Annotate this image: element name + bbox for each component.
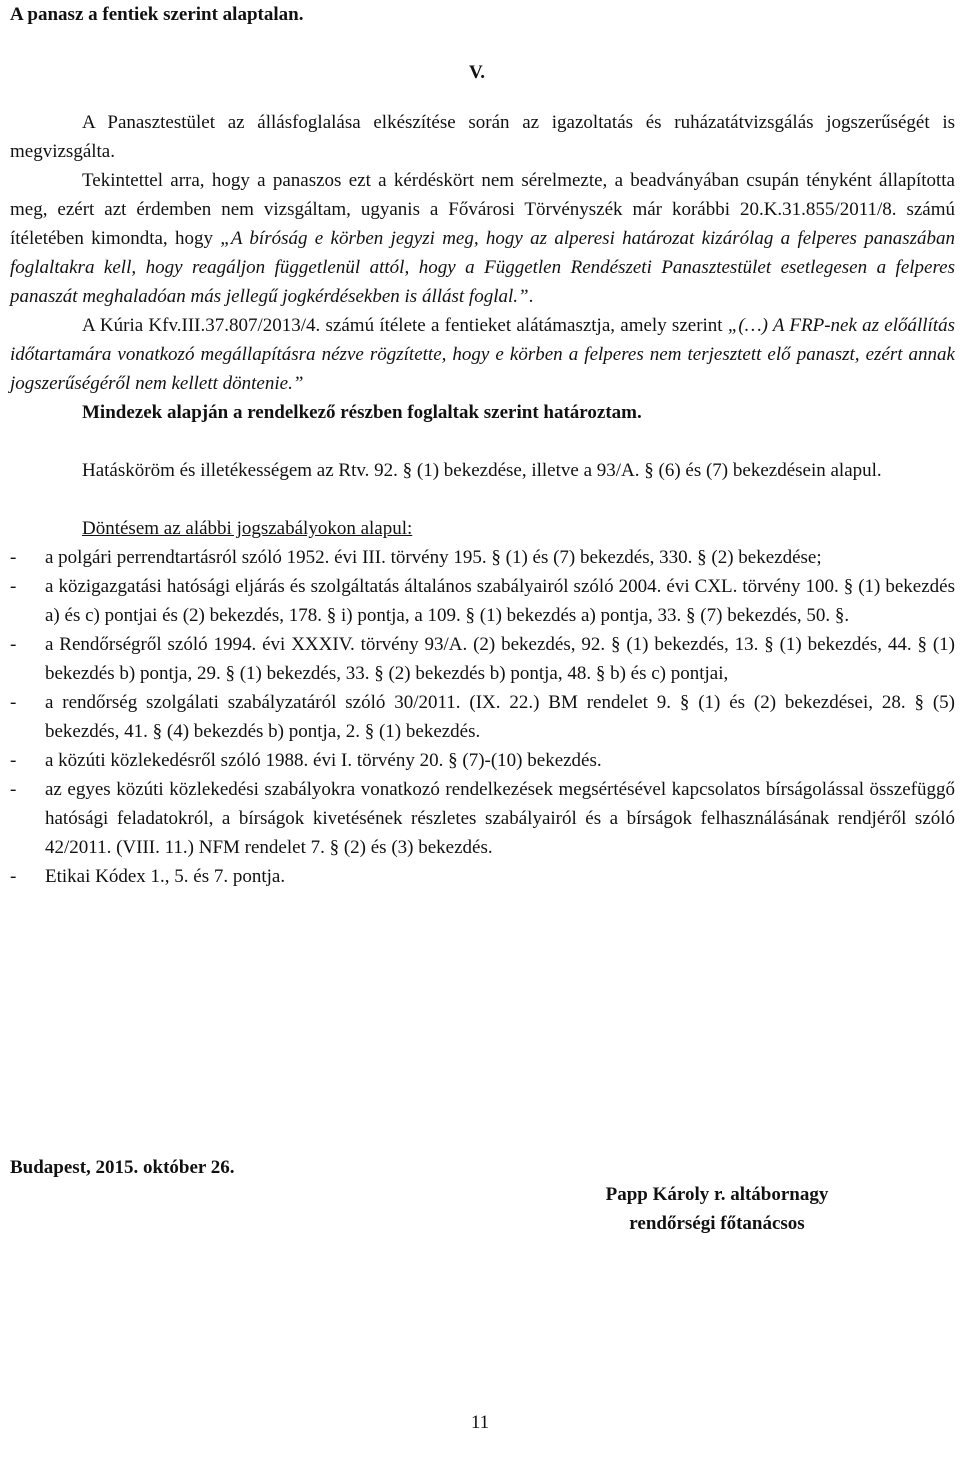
- paragraph-kuria-ruling: [10, 311, 955, 398]
- list-dash: -: [10, 750, 17, 771]
- list-item: [0, 688, 955, 746]
- list-dash: -: [10, 779, 17, 800]
- kuria-ruling-quote: „(…) A FRP-nek az előállítás időtartamára vonatkozó megállapításra nézve rögzítette, hogy e körben a felperes nem terjesztett elő panaszt, ezért annak jogszerűségéről nem kellett döntenie.”: [10, 315, 956, 394]
- conclusion-sentence: A panasz a fentiek szerint alaptalan.: [10, 4, 304, 25]
- list-item: [0, 775, 955, 862]
- legal-basis-heading: [10, 514, 955, 543]
- list-item-text: a Rendőrségről szóló 1994. évi XXXIV. törvény 93/A. (2) bekezdés, 92. § (1) bekezdés, 13. § (1) bekezdés, 44. § (1) bekezdés b) pontja, 29. § (1) bekezdés, 33. § (2) bekezdés b) pontja, 48. § b) és c) pontjai,: [45, 634, 955, 684]
- decision-statement: Mindezek alapján a rendelkező részben foglaltak szerint határoztam.: [82, 402, 642, 423]
- list-dash: -: [10, 866, 17, 887]
- section-heading: V.: [469, 62, 486, 83]
- court-ruling-period: .: [528, 286, 534, 307]
- legal-basis-heading-text: Döntésem az alábbi jogszabályokon alapul:: [82, 518, 413, 539]
- list-item: [0, 746, 955, 775]
- kuria-ruling-text: A Kúria Kfv.III.37.807/2013/4. számú ítélete a fentieket alátámasztja, amely szerint: [82, 315, 728, 336]
- list-item-text: a közúti közlekedésről szóló 1988. évi I. törvény 20. § (7)-(10) bekezdés.: [45, 750, 602, 771]
- list-dash: -: [10, 692, 17, 713]
- list-dash: -: [10, 634, 17, 655]
- signature-block: [572, 1180, 862, 1238]
- place-and-date: Budapest, 2015. október 26.: [10, 1157, 235, 1178]
- court-ruling-text: Tekintettel arra, hogy a panaszos ezt a kérdéskört nem sérelmezte, a beadványában csupán tényként állapította meg, ezért azt érdemben nem vizsgáltam, ugyanis a Fővárosi Törvényszék már korábbi 20.K.31.855/2011/8. számú ítéletében kimondta, hogy: [10, 170, 955, 249]
- paragraph-competence: Hatásköröm és illetékességem az Rtv. 92. § (1) bekezdése, illetve a 93/A. § (6) és (7) bekezdésein alapul.: [82, 460, 882, 481]
- list-item: [0, 572, 955, 630]
- court-ruling-quote: „A bíróság e körben jegyzi meg, hogy az alperesi határozat kizárólag a felperes panaszában foglaltakra kell, hogy reagáljon függetlenül attól, hogy a Független Rendészeti Panasztestület esetlegesen a felperes panaszát meghaladóan más jellegű jogkérdésekben is állást foglal.”: [10, 228, 955, 307]
- list-item-text: a rendőrség szolgálati szabályzatáról szóló 30/2011. (IX. 22.) BM rendelet 9. § (1) és (2) bekezdései, 28. § (5) bekezdés, 41. § (4) bekezdés b) pontja, 2. § (1) bekezdés.: [45, 692, 955, 742]
- legal-basis-list: [0, 543, 955, 891]
- list-dash: -: [10, 547, 17, 568]
- signatory-name: Papp Károly r. altábornagy: [605, 1184, 829, 1205]
- list-item: [0, 543, 955, 572]
- list-item-text: az egyes közúti közlekedési szabályokra vonatkozó rendelkezések megsértésével kapcsolatos bírságolással összefüggő hatósági feladatokról, a bírságok kivetésének részletes szabályairól és a bírságok felhasználásának rendjéről szóló 42/2011. (VIII. 11.) NFM rendelet 7. § (2) és (3) bekezdés.: [45, 779, 955, 858]
- list-dash: -: [10, 576, 17, 597]
- list-item-text: Etikai Kódex 1., 5. és 7. pontja.: [45, 866, 286, 887]
- signatory-title: rendőrségi főtanácsos: [629, 1213, 805, 1234]
- list-item: [0, 862, 955, 891]
- paragraph-verification: A Panasztestület az állásfoglalása elkészítése során az igazoltatás és ruházatátvizsgálás jogszerűségét is megvizsgálta.: [10, 112, 955, 162]
- list-item-text: a polgári perrendtartásról szóló 1952. évi III. törvény 195. § (1) és (7) bekezdés, 330. § (2) bekezdése;: [45, 547, 822, 568]
- page-number: 11: [470, 1412, 490, 1433]
- list-item: [0, 630, 955, 688]
- list-item-text: a közigazgatási hatósági eljárás és szolgáltatás általános szabályairól szóló 2004. évi CXL. törvény 100. § (1) bekezdés a) és c) pontjai és (2) bekezdés, 178. § i) pontja, a 109. § (1) bekezdés a) pontja, 33. § (7) bekezdés, 50. §.: [45, 576, 955, 626]
- paragraph-court-ruling: [10, 166, 955, 311]
